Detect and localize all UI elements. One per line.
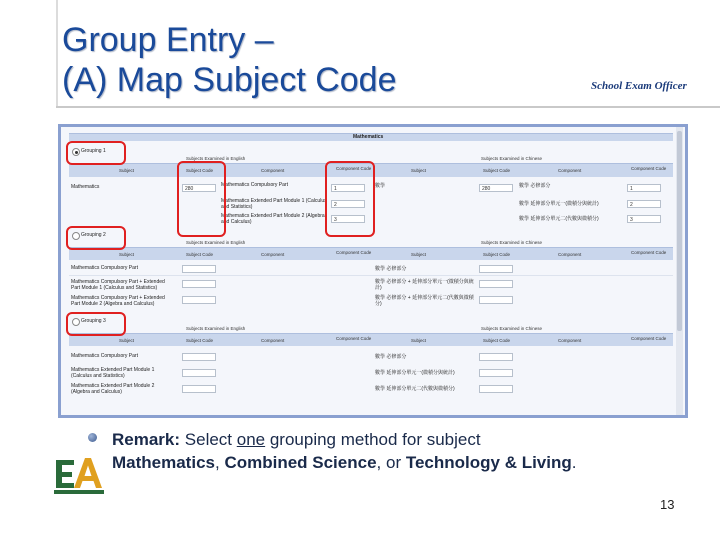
g3-col-chi-component: Component <box>558 338 582 343</box>
g2-col-chi-component: Component <box>558 252 582 257</box>
g1-component-code-2[interactable]: 2 <box>331 200 365 208</box>
highlight-grouping1 <box>66 141 126 165</box>
g3-col-chi-code: Subject Code <box>483 338 511 343</box>
g2-code-input-1[interactable] <box>182 265 216 273</box>
g3-col-component-code: Component Code <box>336 336 372 341</box>
page-number: 13 <box>660 497 675 512</box>
g3-chi-input-3[interactable] <box>479 385 513 393</box>
g1-col-subject-code: Subject Code <box>186 168 214 173</box>
bullet-icon <box>88 433 97 442</box>
g1-chi-component-code-3[interactable]: 3 <box>627 215 661 223</box>
remark-text <box>112 428 692 474</box>
g2-row-1: Mathematics Compulsory Part <box>71 265 138 271</box>
g2-eng-header: Subjects Examined in English <box>186 240 246 245</box>
g1-subject-code-input[interactable]: 280 <box>182 184 216 192</box>
g1-col-chi-component-code: Component Code <box>631 166 667 171</box>
g1-chi-subject: 數學 <box>375 183 386 189</box>
g2-row-3: Mathematics Compulsory Part + Extended Part Module 2 (Algebra and Calculus) <box>71 295 165 307</box>
remark-end: . <box>571 453 577 472</box>
g3-row-2: Mathematics Extended Part Module 1 (Calculus and Statistics) <box>71 367 155 379</box>
g3-col-subject-code: Subject Code <box>186 338 214 343</box>
g3-code-input-3[interactable] <box>182 385 216 393</box>
g2-row-1-chi: 數學 必修部分 <box>375 266 407 272</box>
g3-row-1: Mathematics Compulsory Part <box>71 353 138 359</box>
remark-text2: grouping method for subject <box>265 430 481 449</box>
g3-col-chi-subject: Subject <box>411 338 427 343</box>
g2-row-2-chi: 數學 必修部分 + 延伸部分單元一(微積分與統計) <box>375 279 474 291</box>
g3-chi-input-2[interactable] <box>479 369 513 377</box>
g2-row-divider <box>69 275 673 276</box>
g2-col-subject: Subject <box>119 252 135 257</box>
g1-subject: Mathematics <box>71 184 100 190</box>
g1-chi-component-1: 數學 必修部分 <box>519 183 551 189</box>
vertical-scrollbar[interactable] <box>676 127 683 415</box>
role-badge: School Exam Officer <box>591 80 687 92</box>
g2-col-component: Component <box>261 252 285 257</box>
grouping3-label: Grouping 3 <box>81 318 106 324</box>
g3-row-2-chi: 數學 延伸部分單元一(微積分與統計) <box>375 370 455 376</box>
g1-component-3: Mathematics Extended Part Module 2 (Algebra and Calculus) <box>221 213 325 225</box>
remark-subject-tl: Technology & Living <box>405 453 572 472</box>
g1-col-component-code: Component Code <box>336 166 372 171</box>
title-divider <box>56 106 720 108</box>
g2-col-chi-component-code: Component Code <box>631 250 667 255</box>
g3-eng-header: Subjects Examined in English <box>186 326 246 331</box>
g2-col-chi-subject: Subject <box>411 252 427 257</box>
g1-chi-component-2: 數學 延伸部分單元一(微積分與統計) <box>519 201 599 207</box>
g3-code-input-2[interactable] <box>182 369 216 377</box>
title-divider-vertical <box>56 0 58 108</box>
g3-col-component: Component <box>261 338 285 343</box>
g2-col-chi-code: Subject Code <box>483 252 511 257</box>
g3-col-subject: Subject <box>119 338 135 343</box>
remark-prefix: Remark: <box>112 430 181 449</box>
g1-chi-component-3: 數學 延伸部分單元二(代數與微積分) <box>519 216 599 222</box>
g2-col-component-code: Component Code <box>336 250 372 255</box>
g2-chi-input-3[interactable] <box>479 296 513 304</box>
highlight-grouping3 <box>66 312 126 336</box>
g1-chi-code-input[interactable]: 280 <box>479 184 513 192</box>
g2-code-input-2[interactable] <box>182 280 216 288</box>
remark-underlined: one <box>236 430 266 449</box>
g1-col-subject: Subject <box>119 168 135 173</box>
g1-chi-component-code-1[interactable]: 1 <box>627 184 661 192</box>
highlight-component-code <box>325 161 375 237</box>
g2-code-input-3[interactable] <box>182 296 216 304</box>
g2-col-subject-code: Subject Code <box>186 252 214 257</box>
embedded-screenshot <box>58 124 688 418</box>
remark-sep1: , <box>214 453 225 472</box>
remark-text1: Select <box>180 430 237 449</box>
slide-title-line1: Group Entry – <box>62 21 274 59</box>
g1-chi-component-code-2[interactable]: 2 <box>627 200 661 208</box>
scrollbar-thumb[interactable] <box>677 131 682 331</box>
g3-code-input-1[interactable] <box>182 353 216 361</box>
g2-chi-header: Subjects Examined in Chinese <box>481 240 543 245</box>
g2-chi-input-1[interactable] <box>479 265 513 273</box>
g1-col-chi-subject: Subject <box>411 168 427 173</box>
g1-component-1: Mathematics Compulsory Part <box>221 182 288 188</box>
g3-row-1-chi: 數學 必修部分 <box>375 354 407 360</box>
g1-chi-header: Subjects Examined in Chinese <box>481 156 543 161</box>
highlight-grouping2 <box>66 226 126 250</box>
slide-title-line2: (A) Map Subject Code <box>62 61 397 99</box>
g2-row-3-chi: 數學 必修部分 + 延伸部分單元二(代數與微積分) <box>375 295 474 307</box>
g3-chi-input-1[interactable] <box>479 353 513 361</box>
g2-row-2: Mathematics Compulsory Part + Extended Part Module 1 (Calculus and Statistics) <box>71 279 165 291</box>
g1-component-code-1[interactable]: 1 <box>331 184 365 192</box>
section-title: Mathematics <box>353 134 384 140</box>
g2-chi-input-2[interactable] <box>479 280 513 288</box>
remark-subject-combined-science: Combined Science <box>224 453 377 472</box>
g1-col-chi-component: Component <box>558 168 582 173</box>
highlight-subject-code <box>177 161 226 237</box>
g1-eng-header: Subjects Examined in English <box>186 156 246 161</box>
g3-row-3-chi: 數學 延伸部分單元二(代數與微積分) <box>375 386 455 392</box>
grouping1-label: Grouping 1 <box>81 148 106 154</box>
g3-chi-header: Subjects Examined in Chinese <box>481 326 543 331</box>
g1-col-component: Component <box>261 168 285 173</box>
remark-sep2: , or <box>376 453 406 472</box>
slide-title <box>62 20 397 100</box>
remark-subject-math: Mathematics <box>112 453 215 472</box>
g1-col-chi-code: Subject Code <box>483 168 511 173</box>
hkeaa-logo-icon <box>52 452 108 496</box>
g3-row-3: Mathematics Extended Part Module 2 (Algebra and Calculus) <box>71 383 155 395</box>
g1-component-2: Mathematics Extended Part Module 1 (Calculus and Statistics) <box>221 198 327 210</box>
g1-component-code-3[interactable]: 3 <box>331 215 365 223</box>
g3-col-chi-component-code: Component Code <box>631 336 667 341</box>
grouping2-label: Grouping 2 <box>81 232 106 238</box>
